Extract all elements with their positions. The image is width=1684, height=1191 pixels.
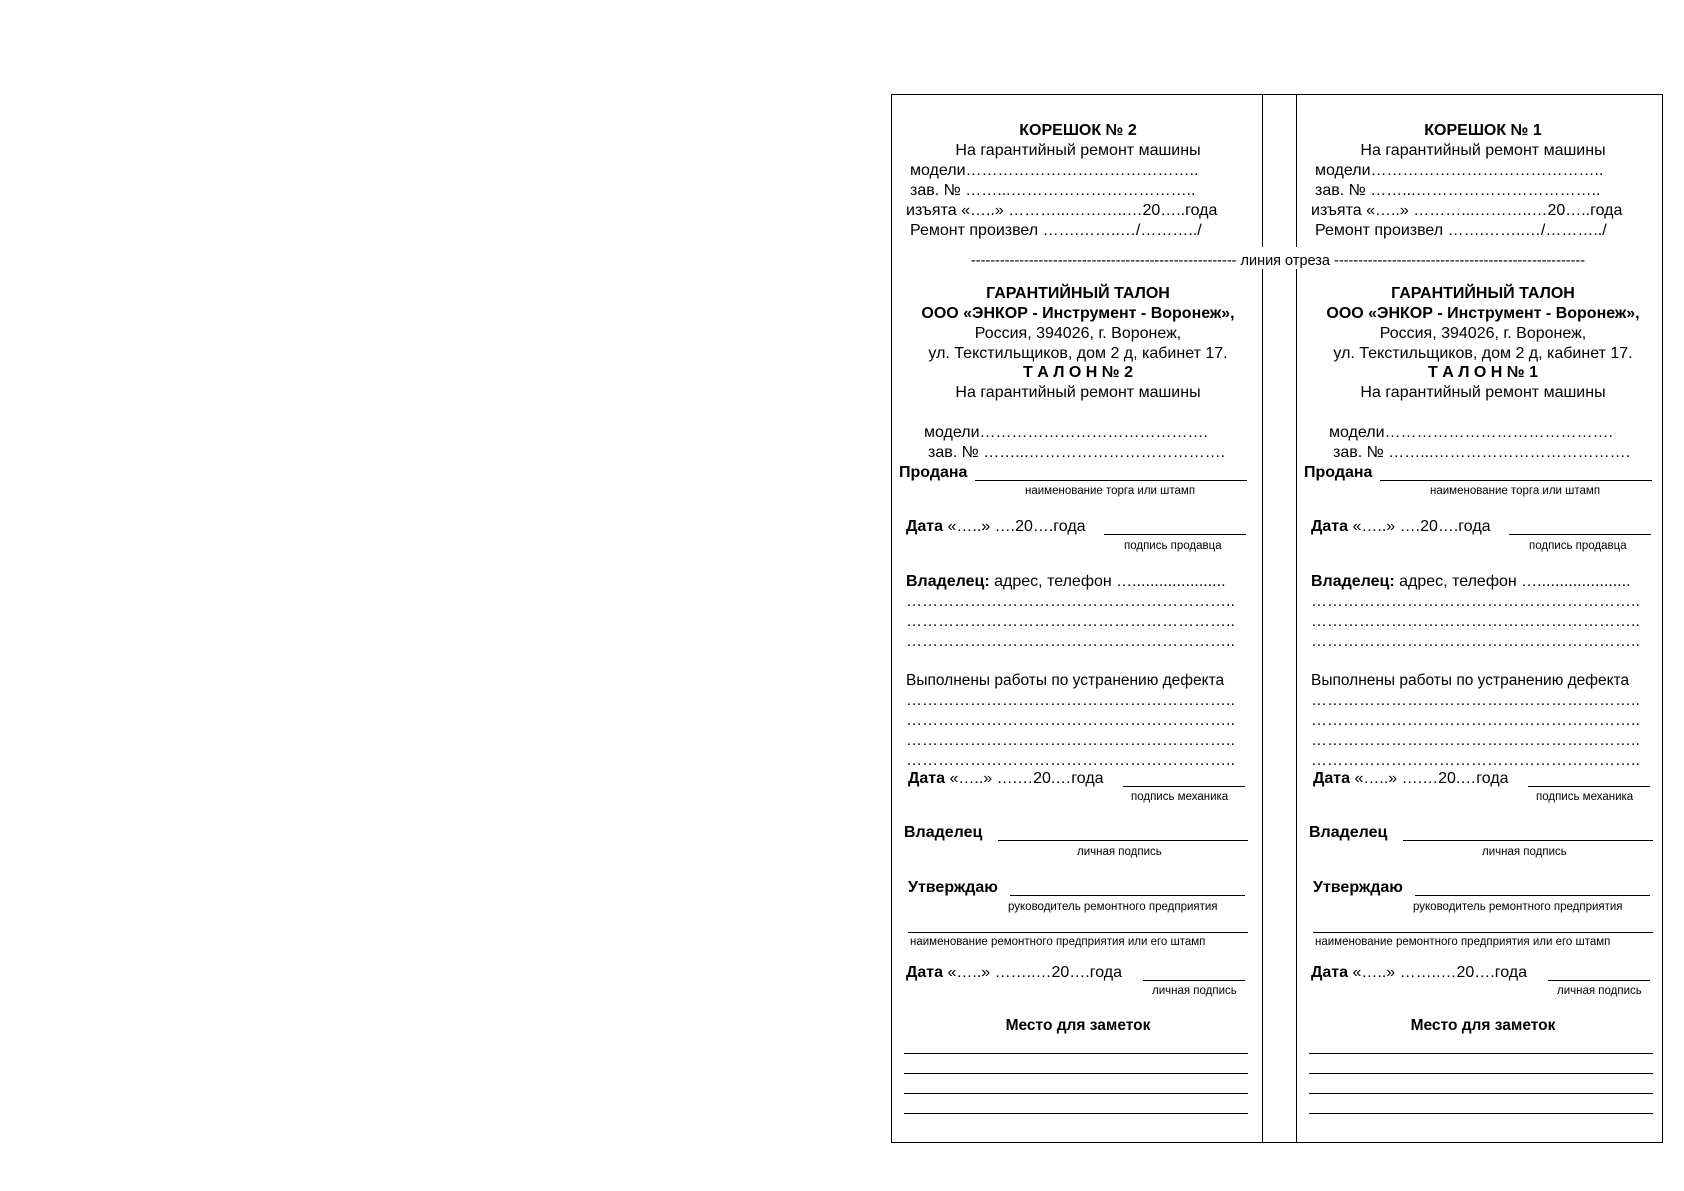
works-label: Выполнены работы по устранению дефекта <box>1311 672 1630 689</box>
works-line-3: …………………………………………………….. <box>1311 732 1640 749</box>
stub-repaired-by: Ремонт произвел …….……..…/………../ <box>910 222 1202 239</box>
date-sale-text: «…..» ….20….года <box>947 518 1086 535</box>
serial-field: зав. № ……...………………………………. <box>928 444 1226 461</box>
enterprise-caption: наименование ремонтного предприятия или его штамп <box>1315 936 1611 948</box>
owner-signature-caption: личная подпись <box>1077 846 1162 858</box>
owner-address <box>1311 573 1631 591</box>
owner-text: адрес, телефон …..................... <box>1399 573 1631 590</box>
stub-repaired-by: Ремонт произвел …….……..…/………../ <box>1315 222 1607 239</box>
address-line-1: Россия, 394026, г. Воронеж, <box>1379 325 1587 342</box>
approve-label: Утверждаю <box>908 879 998 896</box>
owner-text: адрес, телефон …..................... <box>994 573 1226 590</box>
owner-line-3: …………………………………………………….. <box>906 613 1235 630</box>
notes-line-1 <box>1309 1053 1653 1054</box>
coupon-title: ГАРАНТИЙНЫЙ ТАЛОН <box>986 285 1170 302</box>
coupon-repair-text: На гарантийный ремонт машины <box>1360 384 1606 401</box>
owner-signature-line <box>998 840 1248 841</box>
seller-signature-line <box>1104 534 1246 535</box>
approve-line <box>1415 895 1650 896</box>
company-name: ООО «ЭНКОР - Инструмент - Воронеж», <box>921 305 1235 322</box>
notes-title: Место для заметок <box>1005 1017 1151 1034</box>
enterprise-line <box>1313 932 1653 933</box>
stub-model: модели…………………………………….. <box>910 162 1199 179</box>
date-repair-label: Дата <box>1313 770 1351 787</box>
notes-line-1 <box>904 1053 1248 1054</box>
works-label: Выполнены работы по устранению дефекта <box>906 672 1225 689</box>
model-field: модели……………………………………. <box>1329 424 1613 441</box>
stub-serial: зав. № ……...…………………………….. <box>910 182 1196 199</box>
works-line-1: …………………………………………………….. <box>906 692 1235 709</box>
enterprise-line <box>908 932 1248 933</box>
date-sale <box>906 518 1086 536</box>
owner-line-2: …………………………………………………….. <box>906 593 1235 610</box>
mechanic-signature-caption: подпись механика <box>1131 791 1229 803</box>
mechanic-signature-caption: подпись механика <box>1536 791 1634 803</box>
address-line-1: Россия, 394026, г. Воронеж, <box>974 325 1182 342</box>
sold-line <box>975 480 1247 481</box>
sold-label: Продана <box>1304 464 1373 481</box>
date-sale-label: Дата <box>1311 518 1349 535</box>
notes-line-4 <box>904 1113 1248 1114</box>
date-approve <box>906 964 1122 982</box>
stub-repair-text: На гарантийный ремонт машины <box>1360 142 1606 159</box>
works-line-4: …………………………………………………….. <box>906 752 1235 769</box>
owner-line-4: …………………………………………………….. <box>906 633 1235 650</box>
date-repair <box>1313 770 1509 788</box>
owner-line-3: …………………………………………………….. <box>1311 613 1640 630</box>
approve-signature-line <box>1143 980 1245 981</box>
owner-signature-label: Владелец <box>904 824 983 841</box>
approve-caption: руководитель ремонтного предприятия <box>1008 901 1218 913</box>
approve-caption: руководитель ремонтного предприятия <box>1413 901 1623 913</box>
date-approve-label: Дата <box>1311 964 1349 981</box>
seller-signature-caption: подпись продавца <box>1124 540 1222 552</box>
date-repair-label: Дата <box>908 770 946 787</box>
approve-label: Утверждаю <box>1313 879 1403 896</box>
works-line-2: …………………………………………………….. <box>906 712 1235 729</box>
works-line-3: …………………………………………………….. <box>906 732 1235 749</box>
warranty-sheet <box>891 94 1663 1143</box>
mechanic-signature-line <box>1123 786 1245 787</box>
date-repair-text: «…..» ….…20.…года <box>949 770 1104 787</box>
notes-line-2 <box>904 1073 1248 1074</box>
seller-signature-caption: подпись продавца <box>1529 540 1627 552</box>
sold-caption: наименование торга или штамп <box>1025 485 1196 497</box>
date-sale <box>1311 518 1491 536</box>
mechanic-signature-line <box>1528 786 1650 787</box>
date-approve-text: «…..» ……..…20….года <box>947 964 1123 981</box>
approve-signature-line <box>1548 980 1650 981</box>
approve-signature-caption: личная подпись <box>1152 985 1237 997</box>
form-column-2 <box>899 95 1250 1142</box>
owner-signature-label: Владелец <box>1309 824 1388 841</box>
coupon-number: Т А Л О Н № 2 <box>1023 364 1133 381</box>
seller-signature-line <box>1509 534 1651 535</box>
date-sale-text: «…..» ….20….года <box>1352 518 1491 535</box>
model-field: модели……………………………………. <box>924 424 1208 441</box>
stub-model: модели…………………………………….. <box>1315 162 1604 179</box>
notes-line-4 <box>1309 1113 1653 1114</box>
date-approve-label: Дата <box>906 964 944 981</box>
stub-title: КОРЕШОК № 1 <box>1424 122 1542 139</box>
owner-label: Владелец: <box>1311 573 1395 590</box>
stub-serial: зав. № ……...…………………………….. <box>1315 182 1601 199</box>
owner-line-2: …………………………………………………….. <box>1311 593 1640 610</box>
coupon-title: ГАРАНТИЙНЫЙ ТАЛОН <box>1391 285 1575 302</box>
owner-signature-line <box>1403 840 1653 841</box>
address-line-2: ул. Текстильщиков, дом 2 д, кабинет 17. <box>928 345 1228 362</box>
form-column-1 <box>1304 95 1655 1142</box>
address-line-2: ул. Текстильщиков, дом 2 д, кабинет 17. <box>1333 345 1633 362</box>
approve-signature-caption: личная подпись <box>1557 985 1642 997</box>
notes-line-3 <box>1309 1093 1653 1094</box>
stub-seized: изъята «…..» ………...………..…20…..года <box>1311 202 1623 219</box>
stub-seized: изъята «…..» ………...………..…20…..года <box>906 202 1218 219</box>
works-line-2: …………………………………………………….. <box>1311 712 1640 729</box>
stub-title: КОРЕШОК № 2 <box>1019 122 1137 139</box>
cut-line: ------------------------------------------------------- линия отреза ---------------------------------------------------- <box>970 253 1586 269</box>
company-name: ООО «ЭНКОР - Инструмент - Воронеж», <box>1326 305 1640 322</box>
stub-repair-text: На гарантийный ремонт машины <box>955 142 1201 159</box>
approve-line <box>1010 895 1245 896</box>
coupon-repair-text: На гарантийный ремонт машины <box>955 384 1201 401</box>
owner-address <box>906 573 1226 591</box>
works-line-1: …………………………………………………….. <box>1311 692 1640 709</box>
sold-caption: наименование торга или штамп <box>1430 485 1601 497</box>
date-approve-text: «…..» ……..…20….года <box>1352 964 1528 981</box>
notes-line-3 <box>904 1093 1248 1094</box>
notes-line-2 <box>1309 1073 1653 1074</box>
date-repair <box>908 770 1104 788</box>
sold-line <box>1380 480 1652 481</box>
serial-field: зав. № ……...………………………………. <box>1333 444 1631 461</box>
date-sale-label: Дата <box>906 518 944 535</box>
notes-title: Место для заметок <box>1410 1017 1556 1034</box>
owner-signature-caption: личная подпись <box>1482 846 1567 858</box>
sold-label: Продана <box>899 464 968 481</box>
works-line-4: …………………………………………………….. <box>1311 752 1640 769</box>
owner-line-4: …………………………………………………….. <box>1311 633 1640 650</box>
owner-label: Владелец: <box>906 573 990 590</box>
date-repair-text: «…..» ….…20.…года <box>1354 770 1509 787</box>
date-approve <box>1311 964 1527 982</box>
enterprise-caption: наименование ремонтного предприятия или его штамп <box>910 936 1206 948</box>
coupon-number: Т А Л О Н № 1 <box>1428 364 1538 381</box>
